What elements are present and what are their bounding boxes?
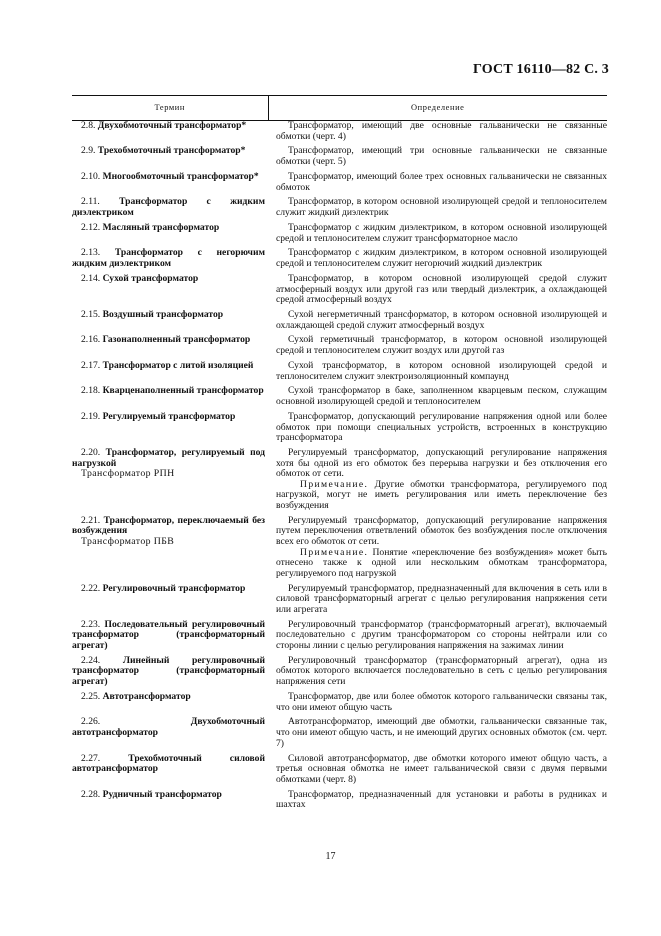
definition-text: Регулировочный трансформатор (трансформаторный агрегат), одна из обмоток которого включается последовательно в сеть с целью регулирования напряжения сети [276,654,607,688]
term-cell [72,361,268,386]
definition-text: Регулируемый трансформатор, допускающий регулирование напряжения хотя бы одной из его обмоток без перерыва нагрузки и без отключения его обмоток от сети. [276,447,607,480]
term-cell [72,754,268,790]
page-number: 17 [325,851,336,862]
term-cell [72,584,268,620]
term-name: Воздушный трансформатор [102,308,224,320]
term-heading [72,584,265,595]
definition-cell [268,656,607,692]
term-number: 2.26. [81,716,101,728]
term-number: 2.13. [81,247,101,259]
term-name: Рудничный трансформатор [102,788,222,800]
term-heading [72,656,265,688]
term-heading [72,448,265,469]
term-name: Линейный регулировочный трансформатор (трансформаторный агрегат) [72,654,265,688]
term-number: 2.16. [81,334,101,346]
note-text: Понятие «переключение без возбуждения» может быть отнесено также к одной или нескольким обмоткам трансформатора, регулируемого под нагрузкой [276,546,607,579]
definition-text: Регулируемый трансформатор, предназначенный для включения в сеть или в силовой трансформаторный агрегат с целью регулирования напряжения сети или агрегата [276,582,607,615]
terms-table [72,95,607,815]
term-heading [72,692,265,703]
definition-text: Автотрансформатор, имеющий две обмотки, гальванически связанные так, что они имеют общую часть, и не имеющий других основных обмоток (см. черт. 7) [276,716,607,749]
term-heading [72,223,265,234]
definition-text: Сухой негерметичный трансформатор, в котором основной изолирующей и охлаждающей средой служит атмосферный воздух [276,308,607,331]
term-number: 2.24. [81,654,101,666]
term-number: 2.11. [81,196,100,208]
term-cell [72,146,268,171]
term-name: Трансформатор, регулируемый под нагрузкой [72,447,265,469]
definition-cell [268,516,607,584]
term-name: Трансформатор с литой изоляцией [102,359,254,371]
definition-cell [268,335,607,360]
term-number: 2.21. [81,514,101,526]
column-header-term: Термин [72,96,268,121]
definition-cell [268,223,607,248]
definition-text: Трансформатор с жидким диэлектриком, в котором основной изолирующей средой и теплоносителем служит негорючий жидкий диэлектрик [276,247,607,270]
term-cell [72,516,268,584]
term-number: 2.22. [81,582,101,594]
table-row [72,656,607,692]
term-heading [72,754,265,775]
term-name: Регулируемый трансформатор [102,410,236,422]
definition-cell [268,584,607,620]
term-number: 2.8. [81,120,96,131]
term-cell [72,172,268,197]
definition-text: Трансформатор, в котором основной изолирующей средой и теплоносителем служит жидкий диэлектрик [276,196,607,219]
term-heading [72,516,265,537]
definition-cell [268,310,607,335]
definition-text: Трансформатор, имеющий три основные гальванически не связанные обмотки (черт. 5) [276,145,607,168]
term-cell [72,412,268,448]
term-cell [72,656,268,692]
note-label: Примечание. [300,546,369,558]
definition-note [276,548,607,580]
definition-cell [268,754,607,790]
term-name: Трансформатор, переключаемый без возбуждения [72,514,265,537]
definition-text: Сухой трансформатор в баке, заполненном кварцевым песком, служащим основной изолирующей средой и теплоносителем [276,385,607,408]
definition-text: Трансформатор, две или более обмоток которого гальванически связаны так, что они имеют общую часть [276,690,607,713]
definition-cell [268,448,607,516]
term-name: Трансформатор с негорючим жидким диэлектриком [72,247,266,270]
term-cell [72,197,268,222]
definition-text: Трансформатор, в котором основной изолирующей средой служит атмосферный воздух или другой газ или твердый диэлектрик, а охлаждающей средой атмосферный воздух [276,272,607,306]
column-header-definition: Определение [268,96,607,121]
term-name: Трехобмоточный силовой автотрансформатор [72,752,265,775]
table-row [72,121,607,147]
term-name: Последовательный регулировочный трансформатор (трансформаторный агрегат) [72,618,265,651]
definition-cell [268,248,607,273]
definition-cell [268,412,607,448]
table-header-row [72,96,607,121]
definition-cell [268,146,607,171]
definition-text: Сухой герметичный трансформатор, в котором основной изолирующей средой и теплоносителем служит воздух или другой газ [276,334,607,357]
term-heading [72,197,265,218]
table-row [72,335,607,360]
definition-cell [268,121,607,147]
definition-text: Сухой трансформатор, в котором основной изолирующей средой и теплоносителем служит электроизоляционный компаунд [276,359,607,382]
definition-text: Трансформатор, имеющий более трех основных гальванически не связанных обмоток [276,170,607,193]
term-heading [72,790,265,801]
term-cell [72,692,268,717]
term-name: Масляный трансформатор [102,221,220,233]
term-cell [72,620,268,656]
term-number: 2.12. [81,221,101,233]
term-heading [72,146,265,157]
table-row [72,248,607,273]
table-row [72,223,607,248]
term-cell [72,386,268,411]
term-number: 2.15. [81,308,101,320]
term-number: 2.23. [81,618,101,630]
page-header: ГОСТ 16110—82 С. 3 [472,62,609,77]
definition-text: Трансформатор с жидким диэлектриком, в котором основной изолирующей средой и теплоносителем служит трансформаторное масло [276,221,607,244]
term-heading [72,335,265,346]
definition-text: Регулировочный трансформатор (трансформаторный агрегат), включаемый последовательно с другим трансформатором со стороны нейтрали или со стороны линии с целью регулирования напряжения на зажимах линии [276,618,607,651]
definition-cell [268,386,607,411]
term-number: 2.19. [81,410,101,422]
term-number: 2.14. [81,272,101,284]
term-cell [72,121,268,147]
term-heading [72,172,265,183]
definition-text: Трансформатор, имеющий две основные гальванически не связанные обмотки (черт. 4) [276,120,607,142]
term-cell [72,274,268,310]
term-name: Автотрансформатор [102,690,191,702]
term-number: 2.20. [81,447,101,458]
definition-cell [268,172,607,197]
term-heading [72,717,265,738]
term-name: Двухобмоточный трансформатор* [97,120,247,131]
definition-text: Силовой автотрансформатор, две обмотки которого имеют общую часть, а третья основная обмотка не имеет гальванической связи с двумя первыми обмотками (черт. 8) [276,752,607,785]
term-number: 2.27. [81,752,101,764]
table-row [72,197,607,222]
term-cell [72,223,268,248]
term-heading [72,620,265,652]
table-row [72,310,607,335]
term-name: Трехобмоточный трансформатор* [97,145,246,157]
term-heading [72,412,265,423]
table-row [72,754,607,790]
table-row [72,692,607,717]
term-name: Трансформатор с жидким диэлектриком [72,196,265,219]
term-cell [72,335,268,360]
definition-cell [268,620,607,656]
note-text: Другие обмотки трансформатора, регулируемого под нагрузкой, могут не иметь регулирования или иметь переключение без возбуждения [276,478,607,511]
definition-cell [268,197,607,222]
term-number: 2.17. [81,359,101,371]
term-cell [72,448,268,516]
term-heading [72,386,265,397]
definition-cell [268,790,607,815]
term-name: Кварценаполненный трансформатор [102,385,264,397]
table-row [72,790,607,815]
note-label: Примечание. [300,478,369,490]
table-row [72,584,607,620]
term-heading [72,121,265,132]
definition-text: Трансформатор, предназначенный для установки и работы в рудниках и шахтах [276,788,607,811]
definition-text: Трансформатор, допускающий регулирование напряжения одной или более обмоток при помощи специальных устройств, встроенных в конструкцию трансформатора [276,410,607,444]
term-heading [72,310,265,321]
term-heading [72,248,265,269]
term-name: Сухой трансформатор [102,272,199,284]
term-name: Регулировочный трансформатор [102,582,246,594]
term-number: 2.18. [81,385,101,397]
table-row [72,412,607,448]
table-row [72,386,607,411]
term-name: Двухобмоточный автотрансформатор [72,716,265,739]
table-row [72,146,607,171]
definition-text: Регулируемый трансформатор, допускающий регулирование напряжения путем переключения ответвлений обмоток без возбуждения после отключения всех его обмоток от сети. [276,514,607,548]
term-cell [72,310,268,335]
term-number: 2.10. [81,170,101,182]
term-abbreviation: Трансформатор РПН [81,468,175,480]
term-heading [72,274,265,285]
term-number: 2.28. [81,788,101,800]
table-row [72,361,607,386]
term-cell [72,717,268,753]
table-row [72,717,607,753]
term-name: Газонаполненный трансформатор [102,334,251,346]
definition-note [276,480,607,512]
term-number: 2.25. [81,690,101,702]
term-cell [72,248,268,273]
definition-cell [268,274,607,310]
term-name: Многообмоточный трансформатор* [102,170,259,182]
term-heading [72,361,265,372]
definition-cell [268,717,607,753]
table-row [72,172,607,197]
table-row [72,516,607,584]
term-cell [72,790,268,815]
table-row [72,620,607,656]
table-row [72,274,607,310]
term-number: 2.9. [81,145,96,157]
definition-cell [268,692,607,717]
definition-cell [268,361,607,386]
term-abbreviation: Трансформатор ПБВ [81,536,175,548]
table-row [72,448,607,516]
